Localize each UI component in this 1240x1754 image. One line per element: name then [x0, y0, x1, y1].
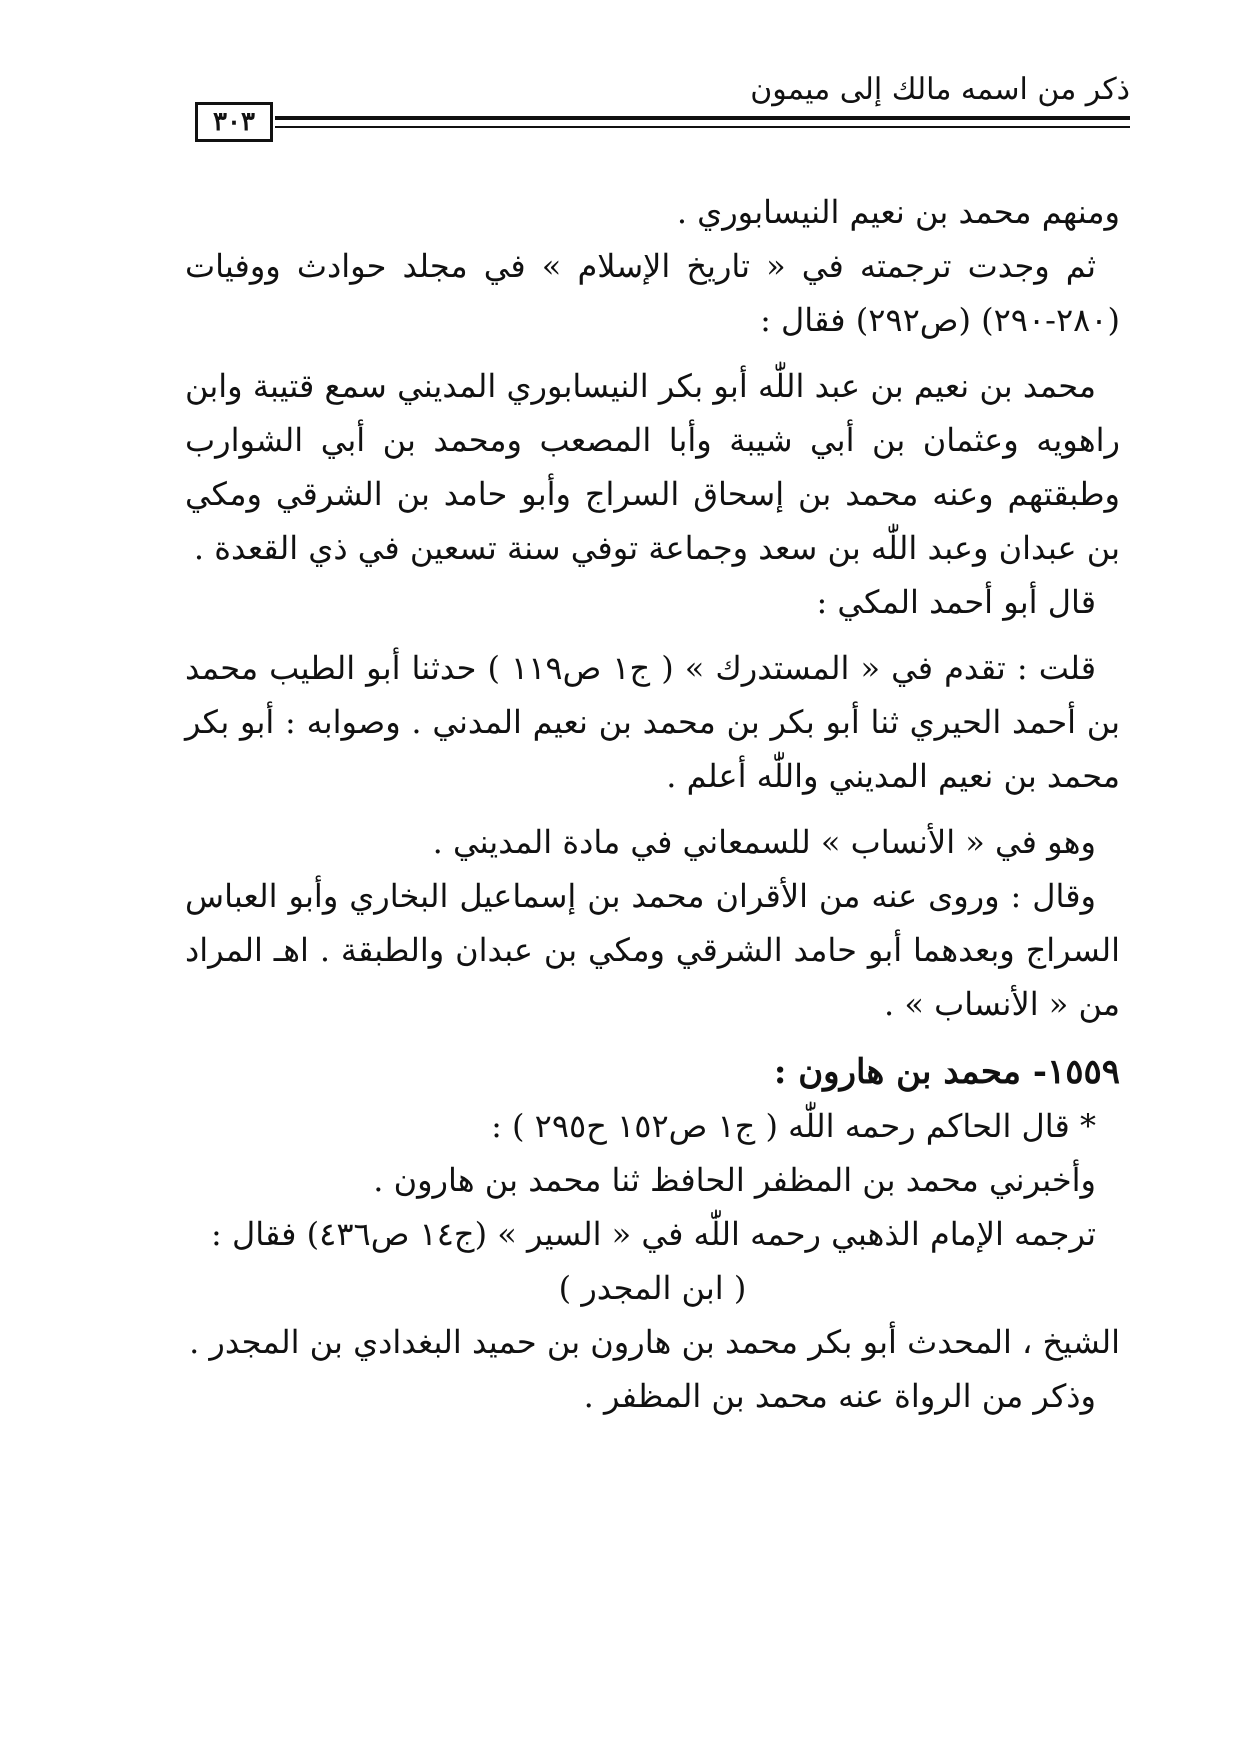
- page-number: ٣٠٣: [195, 102, 273, 142]
- page-body: [185, 185, 1120, 1423]
- page-header: [195, 72, 1130, 142]
- running-title: ذكر من اسمه مالك إلى ميمون: [750, 72, 1130, 107]
- paragraph: وهو في « الأنساب » للسمعاني في مادة المديني .: [432, 823, 1096, 861]
- entry-subtitle: ( ابن المجدر ): [558, 1269, 747, 1307]
- header-rule-thin: [275, 126, 1130, 128]
- paragraph: ومنهم محمد بن نعيم النيسابوري .: [676, 193, 1120, 231]
- entry-heading: ١٥٥٩- محمد بن هارون :: [773, 1052, 1120, 1092]
- entry-line: وأخبرني محمد بن المظفر الحافظ ثنا محمد بن هارون .: [373, 1161, 1096, 1199]
- paragraph: ثم وجدت ترجمته في « تاريخ الإسلام » في مجلد حوادث ووفيات (٢٨٠-٢٩٠) (ص٢٩٢) فقال :: [185, 247, 1120, 339]
- header-rule-thick: [275, 116, 1130, 120]
- paragraph: محمد بن نعيم بن عبد اللّٰه أبو بكر النيسابوري المديني سمع قتيبة وابن راهويه وعثمان بن أبي شيبة وأبا المصعب ومحمد بن أبي الشوارب وطبقتهم وعنه محمد بن إسحاق السراج وأبو حامد بن الشرقي ومكي بن عبدان وعبد اللّٰه بن سعد وجماعة توفي سنة تسعين في ذي القعدة .: [185, 367, 1120, 567]
- paragraph: قال أبو أحمد المكي :: [816, 583, 1096, 621]
- entry-line: الشيخ ، المحدث أبو بكر محمد بن هارون بن حميد البغدادي بن المجدر .: [189, 1323, 1120, 1361]
- entry-line: ترجمه الإمام الذهبي رحمه اللّٰه في « السير » (ج١٤ ص٤٣٦) فقال :: [211, 1215, 1096, 1253]
- paragraph: قلت : تقدم في « المستدرك » ( ج١ ص١١٩ ) حدثنا أبو الطيب محمد بن أحمد الحيري ثنا أبو بكر بن محمد بن نعيم المدني . وصوابه : أبو بكر محمد بن نعيم المديني واللّٰه أعلم .: [185, 649, 1120, 795]
- entry-line: وذكر من الرواة عنه محمد بن المظفر .: [583, 1377, 1096, 1415]
- paragraph: وقال : وروى عنه من الأقران محمد بن إسماعيل البخاري وأبو العباس السراج وبعدهما أبو حامد الشرقي ومكي بن عبدان والطبقة . اهـ المراد من « الأنساب » .: [185, 877, 1121, 1023]
- entry-line: * قال الحاكم رحمه اللّٰه ( ج١ ص١٥٢ ح٢٩٥ ) :: [491, 1107, 1096, 1145]
